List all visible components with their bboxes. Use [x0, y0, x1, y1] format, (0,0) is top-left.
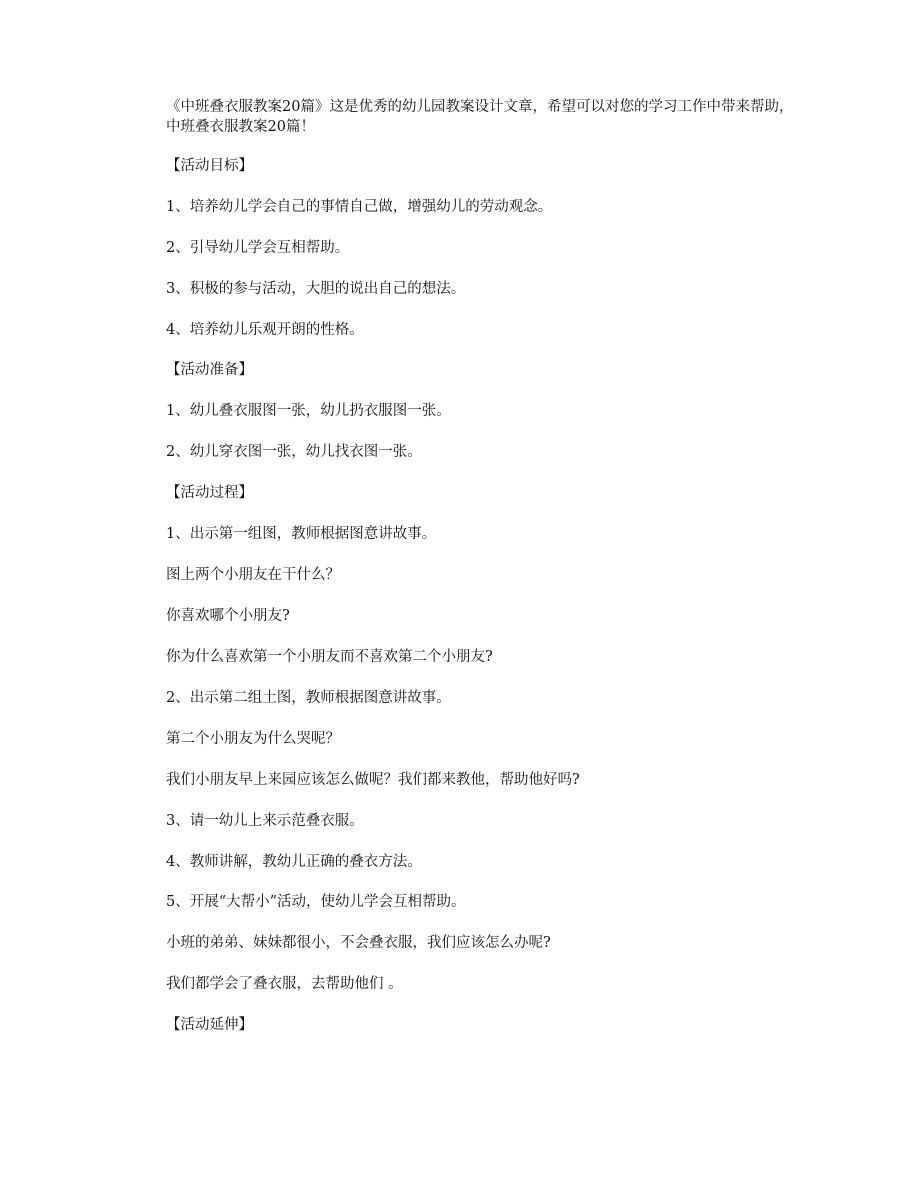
body-text: 小班的弟弟、妹妹都很小，不会叠衣服，我们应该怎么办呢? — [166, 935, 551, 951]
body-text: 我们都学会了叠衣服，去帮助他们 。 — [166, 976, 403, 992]
list-item: 1、培养幼儿学会自己的事情自己做，增强幼儿的劳动观念。 — [166, 199, 553, 215]
list-item: 5、开展“大帮小”活动，使幼儿学会互相帮助。 — [166, 894, 466, 910]
list-item: 2、幼儿穿衣图一张，幼儿找衣图一张。 — [166, 444, 422, 460]
intro-paragraph: 《中班叠衣服教案20篇》这是优秀的幼儿园教案设计文章，希望可以对您的学习工作中带来帮助， 中班叠衣服教案20篇！ — [166, 99, 794, 135]
list-item: 3、请一幼儿上来示范叠衣服。 — [166, 813, 364, 829]
list-item: 1、出示第一组图，教师根据图意讲故事。 — [166, 526, 437, 542]
section-heading-goals: 【活动目标】 — [166, 158, 253, 174]
list-item: 4、教师讲解，教幼儿正确的叠衣方法。 — [166, 854, 422, 870]
list-item: 2、出示第二组土图，教师根据图意讲故事。 — [166, 690, 451, 706]
list-item: 3、积极的参与活动，大胆的说出自己的想法。 — [166, 281, 466, 297]
body-text: 第二个小朋友为什么哭呢？ — [166, 731, 340, 747]
section-heading-extension: 【活动延伸】 — [166, 1017, 253, 1033]
list-item: 1、幼儿叠衣服图一张，幼儿扔衣服图一张。 — [166, 403, 451, 419]
body-text: 你为什么喜欢第一个小朋友而不喜欢第二个小朋友? — [166, 649, 493, 665]
body-text: 图上两个小朋友在干什么？ — [166, 567, 340, 583]
body-text: 你喜欢哪个小朋友? — [166, 608, 290, 624]
section-heading-process: 【活动过程】 — [166, 485, 253, 501]
list-item: 4、培养幼儿乐观开朗的性格。 — [166, 322, 364, 338]
list-item: 2、引导幼儿学会互相帮助。 — [166, 240, 350, 256]
section-heading-preparation: 【活动准备】 — [166, 362, 253, 378]
body-text: 我们小朋友早上来园应该怎么做呢？我们都来教他，帮助他好吗? — [166, 772, 580, 788]
